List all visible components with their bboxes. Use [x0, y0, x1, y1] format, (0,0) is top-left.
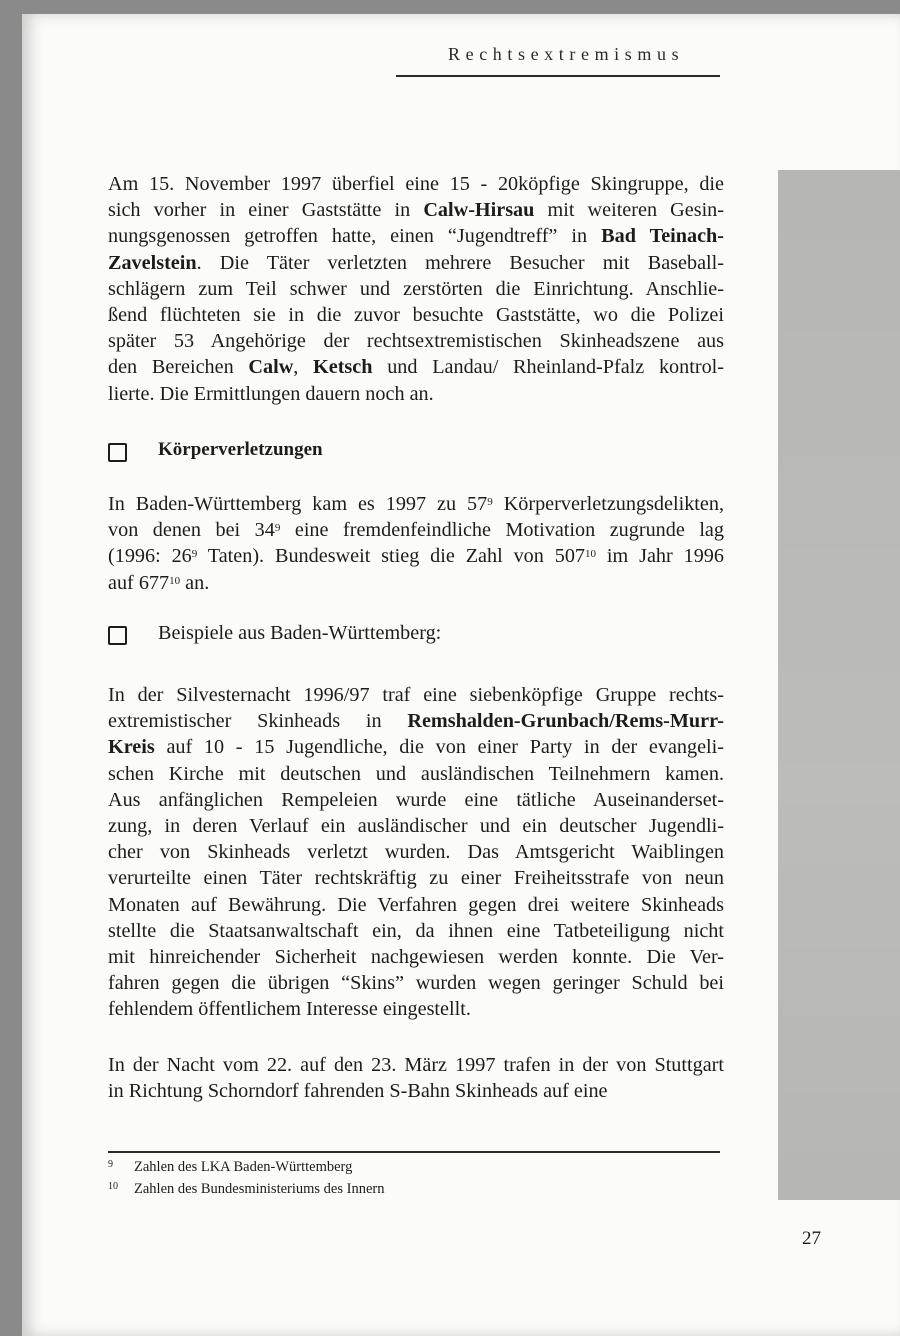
text-line — [108, 918, 724, 944]
text-run: cher von Skinheads verletzt wurden. Das Amtsgericht Waiblingen — [108, 841, 724, 864]
text-run: , — [293, 356, 314, 379]
text-line — [108, 865, 724, 891]
text-run: fehlendem öffentlichem Interesse eingestellt. — [108, 998, 471, 1021]
text-run: zung, in deren Verlauf ein ausländischer und ein deutscher Jugendli- — [108, 815, 724, 838]
footnote-reference: 10 — [169, 574, 181, 587]
text-line — [108, 682, 724, 708]
text-run: In der Nacht vom 22. auf den 23. März 1997 trafen in der von Stuttgart — [108, 1054, 724, 1076]
text-run: und Landau/ Rheinland-Pfalz kontrol- — [372, 356, 724, 379]
text-line — [108, 197, 724, 223]
footnote-mark: 10 — [108, 1181, 118, 1192]
text-run: eine fremdenfeindliche Motivation zugrunde lag — [280, 519, 724, 542]
text-run: in Richtung Schorndorf fahrenden S-Bahn Skinheads auf eine — [108, 1080, 608, 1103]
footnote-mark: 9 — [108, 1159, 113, 1170]
bold-place-name: Zavelstein — [108, 251, 197, 274]
text-run: später 53 Angehörige der rechtsextremistischen Skinheadszene aus — [108, 330, 724, 353]
checkbox-bullet-icon — [108, 443, 127, 462]
text-line — [108, 223, 724, 249]
text-line — [108, 813, 724, 839]
sub-heading: Beispiele aus Baden-Württemberg: — [158, 622, 442, 644]
paragraph-silvesternacht — [108, 682, 724, 1023]
footnote-text: Zahlen des LKA Baden-Württemberg — [134, 1159, 353, 1175]
paragraph-koerperverletzungen — [108, 491, 724, 596]
text-run: verurteilte einen Täter rechtskräftig zu einer Freiheitsstrafe von neun — [108, 867, 724, 890]
text-line — [108, 970, 724, 996]
footnote-reference: 10 — [585, 548, 597, 561]
text-run: schlägern zum Teil schwer und zerstörten die Einrichtung. Anschlie- — [108, 277, 724, 300]
text-run: an. — [180, 571, 210, 594]
text-run: lierte. Die Ermittlungen dauern noch an. — [108, 382, 434, 405]
text-run: Am 15. November 1997 überfiel eine 15 - 20köpfige Skingruppe, die — [108, 173, 724, 195]
text-run: Körperverletzungsdelikten, — [492, 493, 724, 515]
text-line — [108, 171, 724, 197]
text-run: fahren gegen die übrigen “Skins” wurden wegen geringer Schuld bei — [108, 972, 724, 995]
text-line — [108, 734, 724, 760]
text-run: im Jahr 1996 — [596, 545, 724, 568]
bold-place-name: Kreis — [108, 736, 155, 759]
text-run: nungsgenossen getroffen hatte, einen “Jugendtreff” in — [108, 225, 602, 248]
text-run: stellte die Staatsanwaltschaft ein, da ihnen eine Tatbeteiligung nicht — [108, 919, 724, 942]
text-run: Aus anfänglichen Rempeleien wurde eine tätliche Auseinanderset- — [108, 788, 724, 811]
text-run: auf 677 — [108, 571, 170, 594]
bold-place-name: Bad Teinach- — [601, 225, 724, 248]
text-line — [108, 491, 724, 517]
text-line — [108, 761, 724, 787]
text-run: ßend flüchteten sie in die zuvor besuchte Gaststätte, wo die Polizei — [108, 304, 724, 327]
paragraph-calw-hirsau — [108, 171, 724, 407]
text-run: von denen bei 34 — [108, 519, 275, 542]
text-line — [108, 944, 724, 970]
running-header: Rechtsextremismus — [448, 44, 685, 64]
checkbox-bullet-icon — [108, 626, 127, 645]
text-run: Monaten auf Bewährung. Die Verfahren gegen drei weitere Skinheads — [108, 893, 724, 916]
bold-place-name: Calw — [248, 356, 294, 379]
text-line — [108, 708, 724, 734]
text-run: Taten). Bundesweit stieg die Zahl von 507 — [197, 545, 586, 568]
text-run: extremistischer Skinheads in — [108, 710, 408, 733]
text-line — [108, 543, 724, 569]
text-run: (1996: 26 — [108, 545, 192, 568]
text-line — [108, 328, 724, 354]
text-line — [108, 996, 724, 1022]
text-line — [108, 250, 724, 276]
section-heading: Körperverletzungen — [158, 439, 323, 460]
footnote-10 — [108, 1181, 384, 1198]
text-line — [108, 1078, 724, 1104]
footnote-text: Zahlen des Bundesministeriums des Innern — [134, 1181, 385, 1197]
text-run: den Bereichen — [108, 356, 249, 379]
page-number: 27 — [802, 1228, 821, 1249]
text-line — [108, 381, 724, 407]
text-run: schen Kirche mit deutschen und ausländischen Teilnehmern kamen. — [108, 762, 724, 785]
text-line — [108, 354, 724, 380]
text-line — [108, 787, 724, 813]
footnote-9 — [108, 1159, 352, 1176]
text-run: mit weiteren Gesin- — [534, 199, 724, 222]
text-line — [108, 839, 724, 865]
text-run: In der Silvesternacht 1996/97 traf eine siebenköpfige Gruppe rechts- — [108, 684, 724, 706]
text-line — [108, 276, 724, 302]
footnote-rule — [108, 1151, 720, 1153]
text-line — [108, 302, 724, 328]
paragraph-s-bahn — [108, 1052, 724, 1104]
bold-place-name: Calw-Hirsau — [423, 199, 535, 222]
text-run: mit hinreichender Sicherheit nachgewiesen werden konnte. Die Ver- — [108, 946, 724, 969]
text-run: sich vorher in einer Gaststätte in — [108, 199, 424, 222]
footnote-reference: 9 — [191, 548, 198, 561]
footnote-reference: 9 — [487, 496, 493, 508]
bold-place-name: Remshalden-Grunbach/Rems-Murr- — [407, 710, 724, 733]
footnote-reference: 9 — [274, 522, 281, 535]
text-line — [108, 517, 724, 543]
text-line — [108, 570, 724, 596]
margin-shading — [778, 170, 900, 1200]
header-rule — [396, 75, 720, 77]
bold-place-name: Ketsch — [313, 356, 373, 379]
text-line — [108, 892, 724, 918]
text-run: auf 10 - 15 Jugendliche, die von einer Party in der evangeli- — [154, 736, 724, 759]
text-run: . Die Täter verletzten mehrere Besucher mit Baseball- — [196, 251, 724, 274]
text-line — [108, 1052, 724, 1078]
text-run: In Baden-Württemberg kam es 1997 zu 57 — [108, 493, 488, 515]
